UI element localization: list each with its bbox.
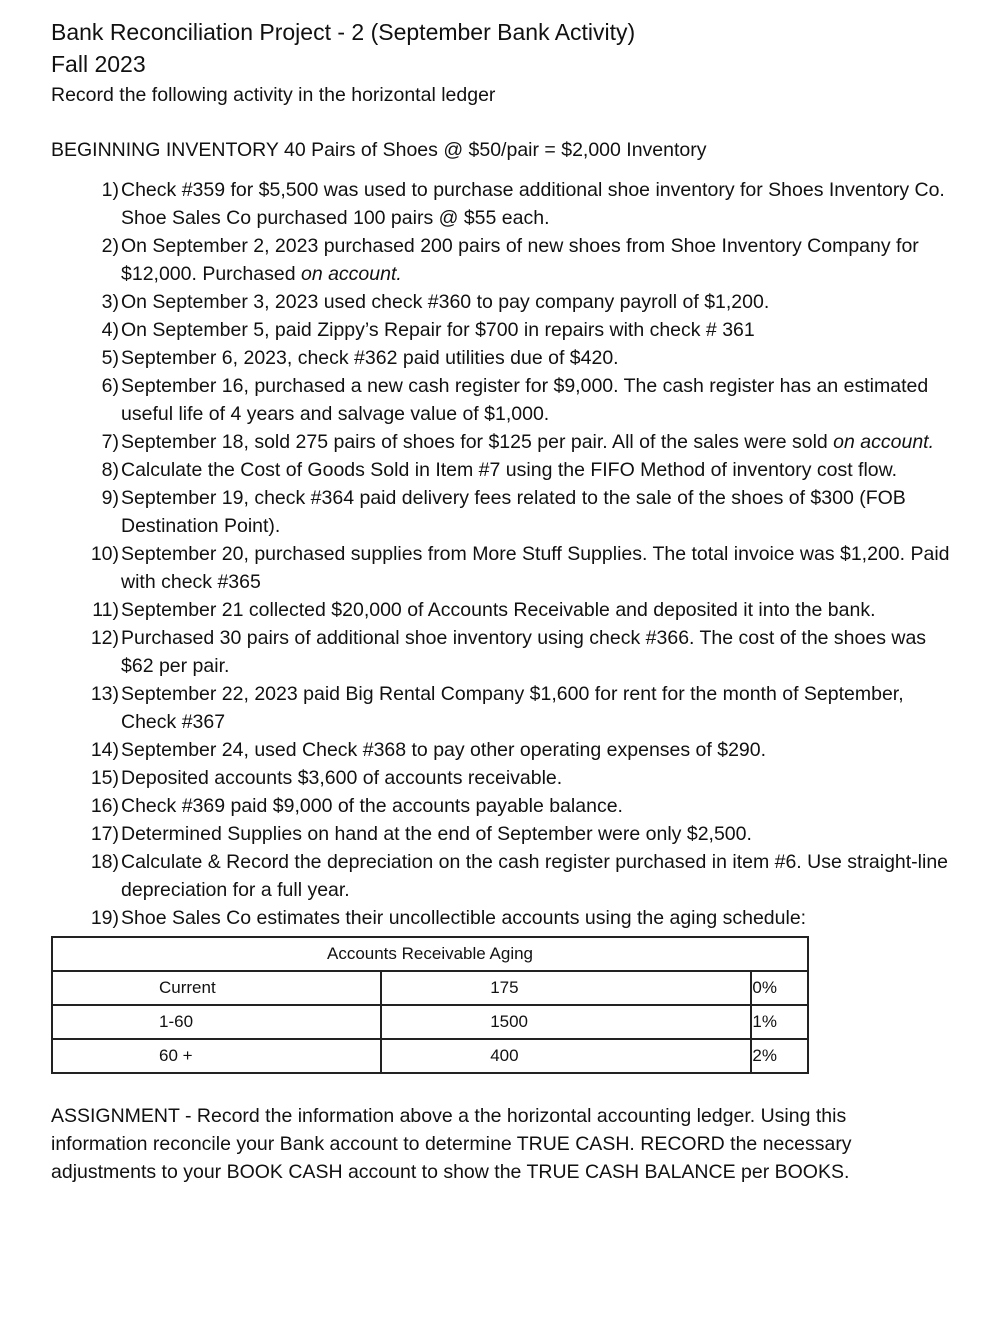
activity-item-main-text: Check #359 for $5,500 was used to purchase additional shoe inventory for Shoes Inventory Co. Shoe Sales Co purchased 100 pairs @ $55 each. — [121, 179, 945, 229]
activity-item-main-text: On September 3, 2023 used check #360 to pay company payroll of $1,200. — [121, 291, 770, 313]
beginning-inventory: BEGINNING INVENTORY 40 Pairs of Shoes @ $50/pair = $2,000 Inventory — [51, 139, 707, 161]
activity-item-main-text: Deposited accounts $3,600 of accounts receivable. — [121, 767, 563, 789]
activity-item — [51, 316, 951, 344]
activity-item — [51, 764, 951, 792]
activity-item — [51, 848, 951, 904]
table-row — [52, 1005, 808, 1039]
table-cell: Current — [52, 971, 381, 1005]
activity-list — [51, 176, 951, 932]
activity-item-main-text: Calculate the Cost of Goods Sold in Item #7 using the FIFO Method of inventory cost flow. — [121, 459, 898, 481]
activity-item-number: 6) — [101, 375, 119, 397]
activity-item-number: 15) — [90, 767, 119, 789]
activity-item-number: 13) — [90, 683, 119, 705]
term-label: Fall 2023 — [51, 51, 146, 77]
activity-item — [51, 484, 951, 540]
table-cell: 60 + — [52, 1039, 381, 1073]
activity-item-text — [120, 596, 951, 624]
table-cell: 175 — [381, 971, 751, 1005]
table-cell: 0% — [751, 971, 808, 1005]
activity-item-main-text: September 6, 2023, check #362 paid utilities due of $420. — [121, 347, 619, 369]
activity-item-main-text: September 20, purchased supplies from More Stuff Supplies. The total invoice was $1,200. Paid with check #365 — [121, 543, 950, 593]
activity-item — [51, 372, 951, 428]
activity-item-text — [120, 232, 951, 288]
activity-item — [51, 288, 951, 316]
aging-table-title: Accounts Receivable Aging — [52, 937, 808, 971]
activity-item — [51, 820, 951, 848]
activity-item-number: 14) — [90, 739, 119, 761]
instruction-text: Record the following activity in the horizontal ledger — [51, 84, 496, 106]
activity-item — [51, 596, 951, 624]
activity-item-text — [120, 344, 951, 372]
activity-item-number: 7) — [101, 431, 119, 453]
activity-item-text — [120, 316, 951, 344]
table-cell: 2% — [751, 1039, 808, 1073]
activity-item-text — [120, 764, 951, 792]
activity-item-number: 11) — [92, 599, 119, 621]
activity-item-text — [120, 540, 951, 596]
table-cell: 1-60 — [52, 1005, 381, 1039]
activity-item-text — [120, 176, 951, 232]
activity-item-main-text: Purchased 30 pairs of additional shoe inventory using check #366. The cost of the shoes was $62 per pair. — [121, 627, 927, 677]
activity-item-number: 19) — [90, 907, 119, 929]
activity-item-number: 18) — [90, 851, 119, 873]
activity-item-text — [120, 680, 951, 736]
activity-item-text — [120, 820, 951, 848]
activity-item-main-text: Check #369 paid $9,000 of the accounts payable balance. — [121, 795, 623, 817]
activity-item-number: 1) — [101, 179, 119, 201]
page-title: Bank Reconciliation Project - 2 (September Bank Activity) — [51, 19, 636, 45]
activity-item — [51, 456, 951, 484]
activity-item — [51, 680, 951, 736]
activity-item-main-text: September 18, sold 275 pairs of shoes for $125 per pair. All of the sales were sold — [121, 431, 834, 453]
activity-item-number: 17) — [90, 823, 119, 845]
activity-item-main-text: September 24, used Check #368 to pay other operating expenses of $290. — [121, 739, 767, 761]
activity-item-number: 10) — [90, 543, 119, 565]
activity-item — [51, 904, 951, 932]
activity-item-main-text: Shoe Sales Co estimates their uncollectible accounts using the aging schedule: — [121, 907, 807, 929]
table-cell: 1% — [751, 1005, 808, 1039]
assignment-text: ASSIGNMENT - Record the information above a the horizontal accounting ledger. Using this information reconcile your Bank account to determine TRUE CASH. RECORD the necessary adjustments to your BOOK CASH account to show the TRUE CASH BALANCE per BOOKS. — [51, 1105, 852, 1183]
activity-item-number: 8) — [101, 459, 119, 481]
activity-item-main-text: On September 2, 2023 purchased 200 pairs of new shoes from Shoe Inventory Company for $12,000. Purchased — [121, 235, 919, 285]
activity-item-main-text: September 16, purchased a new cash register for $9,000. The cash register has an estimated useful life of 4 years and salvage value of $1,000. — [121, 375, 929, 425]
activity-item-text — [120, 736, 951, 764]
table-row — [52, 971, 808, 1005]
activity-item-main-text: September 22, 2023 paid Big Rental Company $1,600 for rent for the month of September, Check #367 — [121, 683, 904, 733]
activity-item-number: 3) — [101, 291, 119, 313]
activity-item-number: 9) — [101, 487, 119, 509]
activity-item-number: 4) — [101, 319, 119, 341]
activity-item-emphasis: on account. — [300, 263, 402, 285]
activity-item-main-text: Determined Supplies on hand at the end of September were only $2,500. — [121, 823, 752, 845]
activity-item-number: 16) — [90, 795, 119, 817]
activity-item — [51, 624, 951, 680]
activity-item-text — [120, 456, 951, 484]
activity-item-number: 12) — [90, 627, 119, 649]
activity-item-number: 5) — [101, 347, 119, 369]
activity-item-main-text: September 21 collected $20,000 of Accounts Receivable and deposited it into the bank. — [121, 599, 876, 621]
table-row — [52, 1039, 808, 1073]
table-cell: 400 — [381, 1039, 751, 1073]
activity-item-number: 2) — [101, 235, 119, 257]
activity-item-text — [120, 848, 951, 904]
activity-item-text — [120, 624, 951, 680]
document — [51, 16, 951, 1186]
activity-item-text — [120, 428, 951, 456]
activity-item — [51, 176, 951, 232]
activity-item-text — [120, 904, 951, 932]
activity-item-text — [120, 484, 951, 540]
activity-item-text — [120, 288, 951, 316]
activity-item-text — [120, 792, 951, 820]
activity-item-emphasis: on account. — [833, 431, 934, 453]
activity-item — [51, 428, 951, 456]
activity-item-text — [120, 372, 951, 428]
activity-item — [51, 792, 951, 820]
activity-item — [51, 736, 951, 764]
activity-item-main-text: September 19, check #364 paid delivery fees related to the sale of the shoes of $300 (FOB Destination Point). — [121, 487, 906, 537]
activity-item — [51, 540, 951, 596]
activity-item — [51, 232, 951, 288]
activity-item-main-text: Calculate & Record the depreciation on the cash register purchased in item #6. Use straight-line depreciation for a full year. — [121, 851, 949, 901]
activity-item — [51, 344, 951, 372]
aging-table — [51, 936, 809, 1074]
activity-item-main-text: On September 5, paid Zippy’s Repair for $700 in repairs with check # 361 — [121, 319, 755, 341]
table-cell: 1500 — [381, 1005, 751, 1039]
